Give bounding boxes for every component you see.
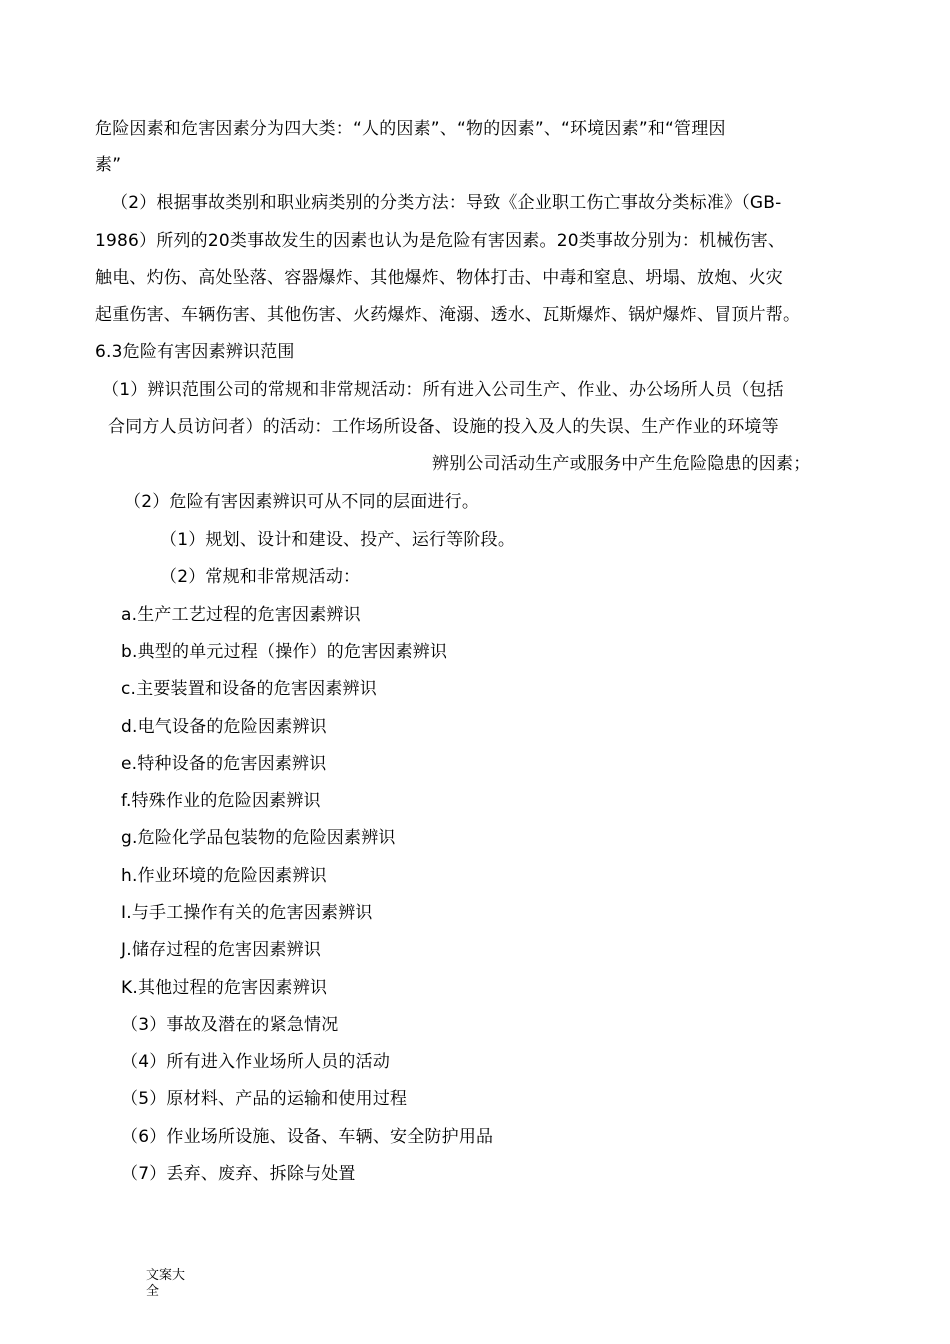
list-item-6: （6）作业场所设施、设备、车辆、安全防护用品 xyxy=(121,1127,494,1147)
list-item-k: K.其他过程的危害因素辨识 xyxy=(121,978,328,998)
list-item-h: h.作业环境的危险因素辨识 xyxy=(121,866,327,886)
paragraph-line-20-accident-types: 1986）所列的20类事故发生的因素也认为是危险有害因素。20类事故分别为：机械伤害、 xyxy=(95,231,786,251)
list-item-e: e.特种设备的危害因素辨识 xyxy=(121,754,327,774)
list-item-g: g.危险化学品包装物的危险因素辨识 xyxy=(121,828,396,848)
paragraph-line-classification-method: （2）根据事故类别和职业病类别的分类方法：导致《企业职工伤亡事故分类标准》（GB- xyxy=(111,193,782,213)
paragraph-line-levels: （2）危险有害因素辨识可从不同的层面进行。 xyxy=(124,492,480,512)
paragraph-line-hazard-categories: 危险因素和危害因素分为四大类：“人的因素”、“物的因素”、“环境因素”和“管理因 xyxy=(95,119,726,139)
paragraph-line-scope-3: 辨别公司活动生产或服务中产生危险隐患的因素； xyxy=(432,454,811,474)
list-item-a: a.生产工艺过程的危害因素辨识 xyxy=(121,605,361,625)
list-item-7: （7）丢弃、废弃、拆除与处置 xyxy=(121,1164,356,1184)
list-item-3: （3）事故及潜在的紧急情况 xyxy=(121,1015,339,1035)
list-item-5: （5）原材料、产品的运输和使用过程 xyxy=(121,1089,408,1109)
list-item-4: （4）所有进入作业场所人员的活动 xyxy=(121,1052,391,1072)
sub-item-routine-activities: （2）常规和非常规活动： xyxy=(160,567,361,587)
list-item-c: c.主要装置和设备的危害因素辨识 xyxy=(121,679,377,699)
sub-item-planning: （1）规划、设计和建设、投产、运行等阶段。 xyxy=(160,530,516,550)
list-item-f: f.特殊作业的危险因素辨识 xyxy=(121,791,321,811)
list-item-j: J.储存过程的危害因素辨识 xyxy=(121,940,322,960)
paragraph-line-hazard-categories-cont: 素” xyxy=(95,155,122,175)
paragraph-line-accident-list-2: 起重伤害、车辆伤害、其他伤害、火药爆炸、淹溺、透水、瓦斯爆炸、锅炉爆炸、冒顶片帮。 xyxy=(95,305,801,325)
page-footer: 文案大全 xyxy=(146,1268,186,1299)
list-item-b: b.典型的单元过程（操作）的危害因素辨识 xyxy=(121,642,448,662)
paragraph-line-scope-2: 合同方人员访问者）的活动：工作场所设备、设施的投入及人的失误、生产作业的环境等 xyxy=(108,417,779,437)
paragraph-line-accident-list-1: 触电、灼伤、高处坠落、容器爆炸、其他爆炸、物体打击、中毒和窒息、坍塌、放炮、火灾 xyxy=(95,268,783,288)
section-heading-6-3: 6.3危险有害因素辨识范围 xyxy=(95,342,295,362)
paragraph-line-scope-1: （1）辨识范围公司的常规和非常规活动：所有进入公司生产、作业、办公场所人员（包括 xyxy=(102,380,784,400)
list-item-i: I.与手工操作有关的危害因素辨识 xyxy=(121,903,373,923)
list-item-d: d.电气设备的危险因素辨识 xyxy=(121,717,327,737)
